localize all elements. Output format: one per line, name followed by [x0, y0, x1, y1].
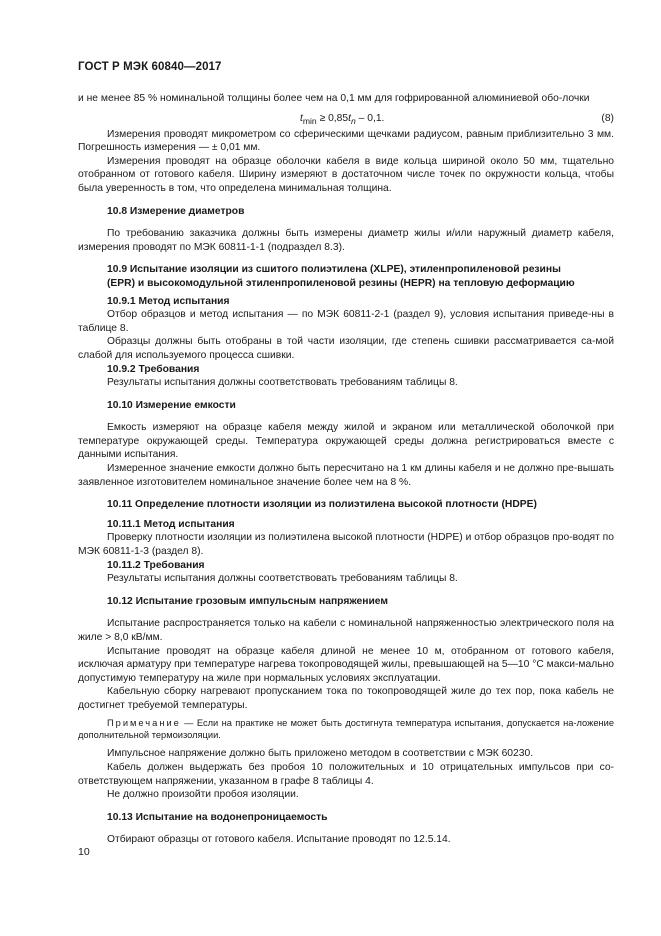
paragraph: Результаты испытания должны соответствовать требованиям таблицы 8.: [107, 377, 458, 389]
paragraph: Испытание проводят на образце кабеля длиной не менее 10 м, отобранном от готового кабеля, исключая арматуру при температуре нагрева токопроводящей жилы, превышающей на 5—10 °С макси-мально допустимую температуру на жиле при нормальных условиях эксплуатации.: [78, 645, 614, 684]
section-heading-10-9: 10.9 Испытание изоляции из сшитого полиэтилена (XLPE), этиленпропиленовой резины: [107, 264, 561, 276]
subsection-heading-10-11-1: 10.11.1 Метод испытания: [107, 518, 235, 530]
paragraph: Емкость измеряют на образце кабеля между жилой и экраном или металлической оболочкой при температуре окружающей среды. Температура окружающей среды должна регистрироваться вместе с данными испытания.: [78, 422, 614, 461]
paragraph: Результаты испытания должны соответствовать требованиям таблицы 8.: [107, 573, 458, 585]
paragraph: Измерения проводят на образце оболочки кабеля в виде кольца шириной около 50 мм, тщательно отобранном от готового кабеля. Ширину измеряют в достаточном числе точек по окружности кольца, чтобы была уверенность в том, что определена минимальная толщина.: [78, 155, 614, 194]
paragraph: Кабель должен выдержать без пробоя 10 положительных и 10 отрицательных импульсов при со-ответствующем напряжении, указанном в графе 8 таблицы 4.: [78, 761, 614, 787]
section-heading-10-11: 10.11 Определение плотности изоляции из полиэтилена высокой плотности (HDPE): [107, 499, 537, 511]
note-label: Примечание: [107, 717, 181, 728]
document-header: ГОСТ Р МЭК 60840—2017: [78, 61, 222, 73]
paragraph: Импульсное напряжение должно быть приложено методом в соответствии с МЭК 60230.: [107, 748, 534, 760]
formula-8: [78, 108, 614, 128]
note-text: — Если на практике не может быть достигнута температура испытания, допускается на-ложение дополнительной термоизоляции.: [78, 717, 614, 740]
paragraph: Измеренное значение емкости должно быть пересчитано на 1 км длины кабеля и не должно пре-вышать заявленное изготовителем номинальное значение более чем на 8 %.: [78, 463, 614, 488]
paragraph: По требованию заказчика должны быть измерены диаметр жилы и/или наружный диаметр кабеля, измерения проводят по МЭК 60811-1-1 (подраздел 8.3).: [78, 228, 614, 253]
section-heading-10-13: 10.13 Испытание на водонепроницаемость: [107, 811, 328, 823]
paragraph: Не должно произойти пробоя изоляции.: [107, 789, 299, 801]
paragraph: Проверку плотности изоляции из полиэтилена высокой плотности (HDPE) и отбор образцов про-водят по МЭК 60811-1-3 (раздел 8).: [78, 532, 614, 558]
paragraph: Измерения проводят микрометром со сферическими щечками радиусом, равным приблизительно 3 мм. Погрешность измерения — ± 0,01 мм.: [78, 128, 614, 154]
section-heading-10-8: 10.8 Измерение диаметров: [107, 205, 245, 217]
paragraph: и не менее 85 % номинальной толщины более чем на 0,1 мм для гофрированной алюминиевой обо-лочки: [78, 93, 590, 104]
paragraph: Отбирают образцы от готового кабеля. Испытание проводят по 12.5.14.: [107, 834, 451, 846]
formula-number: (8): [601, 112, 614, 124]
section-heading-10-12: 10.12 Испытание грозовым импульсным напряжением: [107, 595, 388, 607]
paragraph: Отбор образцов и метод испытания — по МЭК 60811-2-1 (раздел 9), условия испытания приведе-ны в таблице 8.: [78, 309, 614, 334]
document-body: [78, 92, 614, 847]
page-number: 10: [78, 846, 90, 858]
subsection-heading-10-9-2: 10.9.2 Требования: [107, 363, 200, 375]
paragraph: Испытание распространяется только на кабели с номинальной напряженностью электрического поля на жиле > 8,0 кВ/мм.: [78, 618, 614, 643]
subsection-heading-10-11-2: 10.11.2 Требования: [107, 559, 205, 571]
section-heading-10-9-cont: (EPR) и высокомодульной этиленпропиленовой резины (HEPR) на тепловую деформацию: [107, 277, 575, 289]
note: [78, 717, 614, 742]
paragraph: Кабельную сборку нагревают пропусканием тока по токопроводящей жиле до тех пор, пока кабель не достигнет требуемой температуры.: [78, 686, 614, 711]
formula-expression: $t_{min} \ge 0,85t_n - 0,1$.: [300, 112, 385, 126]
paragraph: Образцы должны быть отобраны в той части изоляции, где степень сшивки рассматривается са-мой слабой для используемого процесса сшивки.: [78, 336, 614, 361]
section-heading-10-10: 10.10 Измерение емкости: [107, 399, 236, 411]
subsection-heading-10-9-1: 10.9.1 Метод испытания: [107, 295, 230, 307]
